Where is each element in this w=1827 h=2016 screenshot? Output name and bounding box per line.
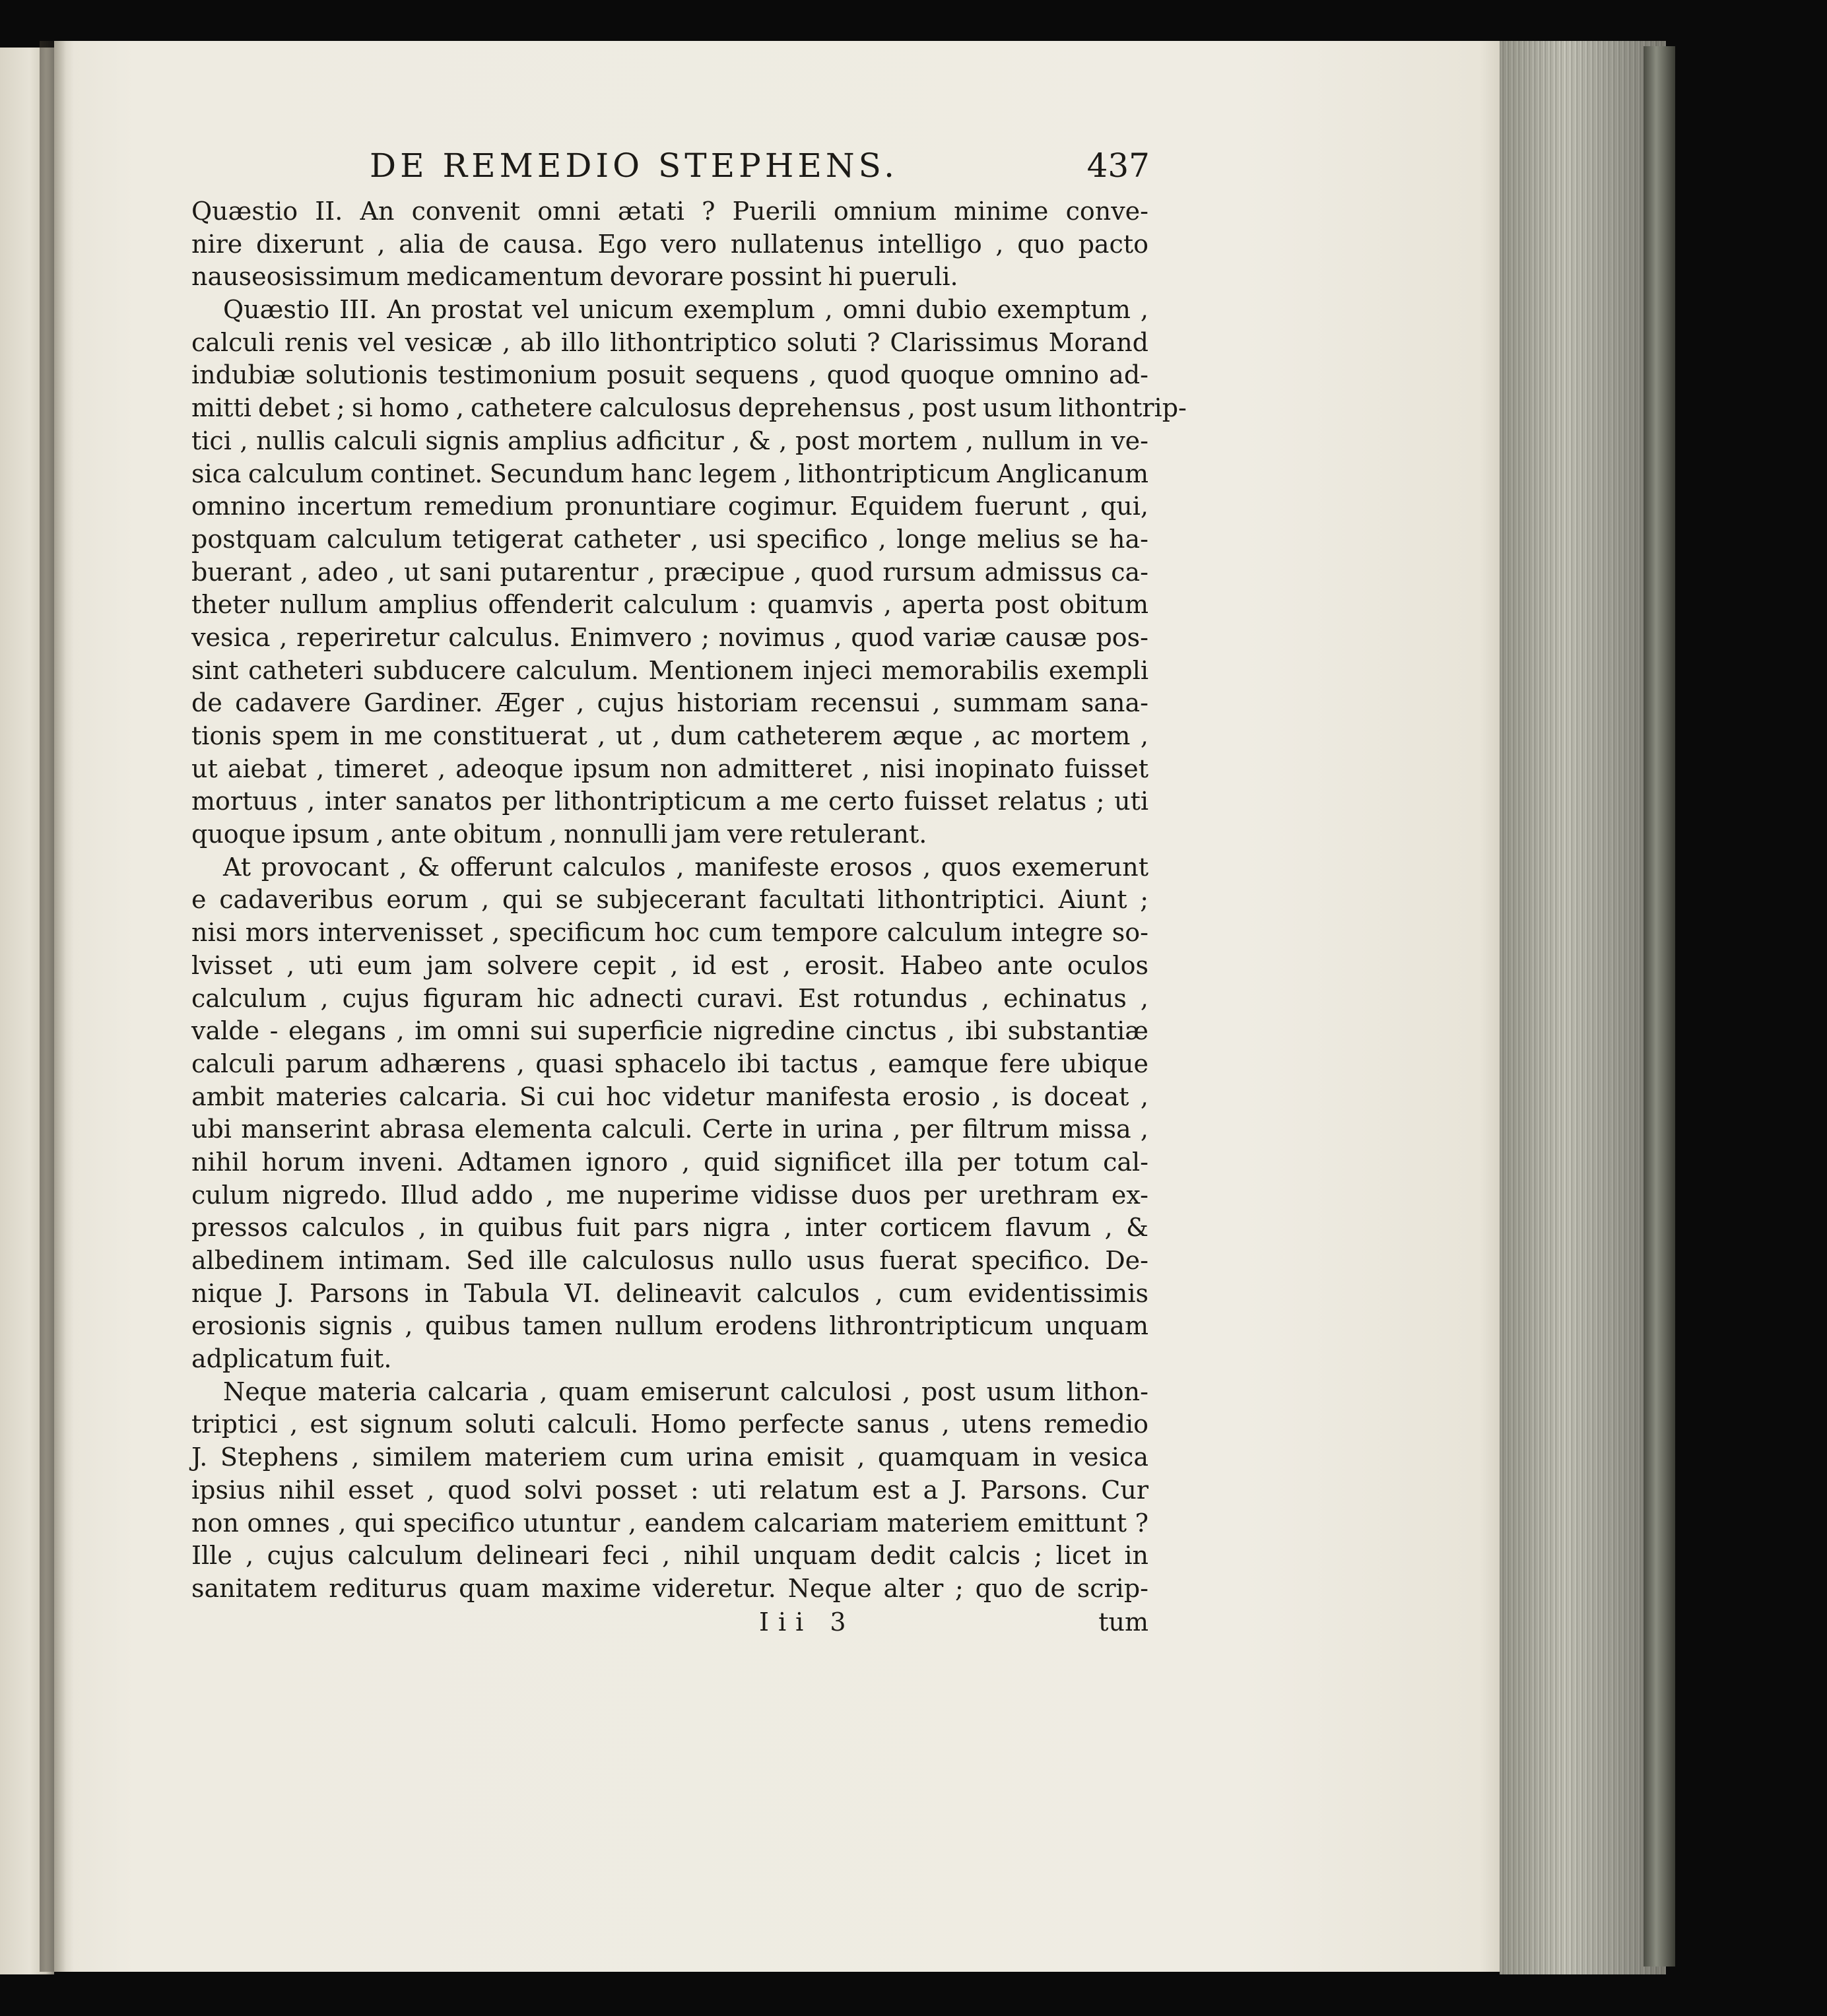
text-line: e cadaveribus eorum , qui se subjecerant facultati lithontriptici. Aiunt ; xyxy=(191,885,1148,915)
book-cover-edge xyxy=(1644,46,1675,1967)
text-line: nire dixerunt , alia de causa. Ego vero nullatenus intelligo , quo pacto xyxy=(191,229,1148,259)
page-title: DE REMEDIO STEPHENS. xyxy=(370,146,899,185)
text-line: Quæstio III. An prostat vel unicum exemplum , omni dubio exemptum , xyxy=(223,295,1148,325)
text-line: sint catheteri subducere calculum. Mentionem injeci memorabilis exempli xyxy=(191,655,1148,685)
text-line: mitti debet ; si homo , cathetere calculosus deprehensus , post usum lithontrip- xyxy=(191,393,1187,423)
text-line: erosionis signis , quibus tamen nullum erodens lithrontripticum unquam xyxy=(191,1311,1148,1341)
text-line: albedinem intimam. Sed ille calculosus nullo usus fuerat specifico. De- xyxy=(191,1246,1148,1275)
text-line: mortuus , inter sanatos per lithontripticum a me certo fuisset relatus ; uti xyxy=(191,787,1148,816)
text-line: de cadavere Gardiner. Æger , cujus historiam recensui , summam sana- xyxy=(191,688,1148,718)
text-line: calculum , cujus figuram hic adnecti curavi. Est rotundus , echinatus , xyxy=(191,983,1148,1013)
body-text xyxy=(191,195,1187,1606)
text-line: pressos calculos , in quibus fuit pars nigra , inter corticem flavum , & xyxy=(191,1213,1148,1243)
text-line: Neque materia calcaria , quam emiserunt calculosi , post usum lithon- xyxy=(223,1377,1148,1406)
text-line: postquam calculum tetigerat catheter , usi specifico , longe melius se ha- xyxy=(191,524,1148,554)
page-number: 437 xyxy=(1086,146,1150,185)
text-line: vesica , reperiretur calculus. Enimvero ; novimus , quod variæ causæ pos- xyxy=(191,622,1148,652)
text-line: calculi parum adhærens , quasi sphacelo ibi tactus , eamque fere ubique xyxy=(191,1049,1148,1078)
page-footer xyxy=(191,1606,1148,1639)
text-line: nihil horum inveni. Adtamen ignoro , quid significet illa per totum cal- xyxy=(191,1147,1148,1177)
text-line: Quæstio II. An convenit omni ætati ? Puerili omnium minime conve- xyxy=(191,197,1148,226)
text-line: culum nigredo. Illud addo , me nuperime vidisse duos per urethram ex- xyxy=(191,1180,1148,1210)
text-line: lvisset , uti eum jam solvere cepit , id est , erosit. Habeo ante oculos xyxy=(191,950,1148,980)
text-line: indubiæ solutionis testimonium posuit sequens , quod quoque omnino ad- xyxy=(191,360,1148,390)
text-line: adplicatum fuit. xyxy=(191,1344,392,1374)
text-line: theter nullum amplius offenderit calculum : quamvis , aperta post obitum xyxy=(191,590,1148,620)
running-head xyxy=(191,143,1148,195)
text-line: nique J. Parsons in Tabula VI. delineavit calculos , cum evidentissimis xyxy=(191,1278,1148,1308)
text-line: nauseosissimum medicamentum devorare possint hi pueruli. xyxy=(191,262,958,292)
text-line: ut aiebat , timeret , adeoque ipsum non admitteret , nisi inopinato fuisset xyxy=(191,754,1148,783)
text-line: calculi renis vel vesicæ , ab illo lithontriptico soluti ? Clarissimus Morand xyxy=(191,327,1148,357)
catchword: tum xyxy=(1098,1607,1148,1637)
text-line: tici , nullis calculi signis amplius adficitur , & , post mortem , nullum in ve- xyxy=(191,426,1148,455)
text-line: ubi manserint abrasa elementa calculi. Certe in urina , per filtrum missa , xyxy=(191,1115,1148,1144)
text-line: At provocant , & offerunt calculos , manifeste erosos , quos exemerunt xyxy=(223,852,1148,882)
text-line: Ille , cujus calculum delineari feci , nihil unquam dedit calcis ; licet in xyxy=(191,1541,1148,1571)
text-line: J. Stephens , similem materiem cum urina emisit , quamquam in vesica xyxy=(191,1443,1148,1472)
text-line: nisi mors intervenisset , specificum hoc cum tempore calculum integre so- xyxy=(191,918,1148,948)
text-line: triptici , est signum soluti calculi. Homo perfecte sanus , utens remedio xyxy=(191,1410,1148,1439)
text-line: ipsius nihil esset , quod solvi posset : uti relatum est a J. Parsons. Cur xyxy=(191,1475,1148,1505)
text-line: valde - elegans , im omni sui superficie nigredine cinctus , ibi substantiæ xyxy=(191,1016,1148,1046)
text-line: ambit materies calcaria. Si cui hoc videtur manifesta erosio , is doceat , xyxy=(191,1082,1148,1111)
signature-mark: Iii 3 xyxy=(759,1607,855,1637)
text-block xyxy=(191,143,1187,1639)
text-line: buerant , adeo , ut sani putarentur , præcipue , quod rursum admissus ca- xyxy=(191,557,1148,587)
text-line: tionis spem in me constituerat , ut , dum catheterem æque , ac mortem , xyxy=(191,721,1148,750)
text-line: sica calculum continet. Secundum hanc legem , lithontripticum Anglicanum xyxy=(191,459,1148,488)
text-line: omnino incertum remedium pronuntiare cogimur. Equidem fuerunt , qui, xyxy=(191,492,1148,521)
text-line: quoque ipsum , ante obitum , nonnulli jam vere retulerant. xyxy=(191,820,927,849)
text-line: non omnes , qui specifico utuntur , eandem calcariam materiem emittunt ? xyxy=(191,1508,1148,1538)
text-line: sanitatem rediturus quam maxime videretur. Neque alter ; quo de scrip- xyxy=(191,1573,1148,1603)
page-edges-shade xyxy=(1500,41,1666,1974)
gutter-shadow xyxy=(40,41,66,1972)
